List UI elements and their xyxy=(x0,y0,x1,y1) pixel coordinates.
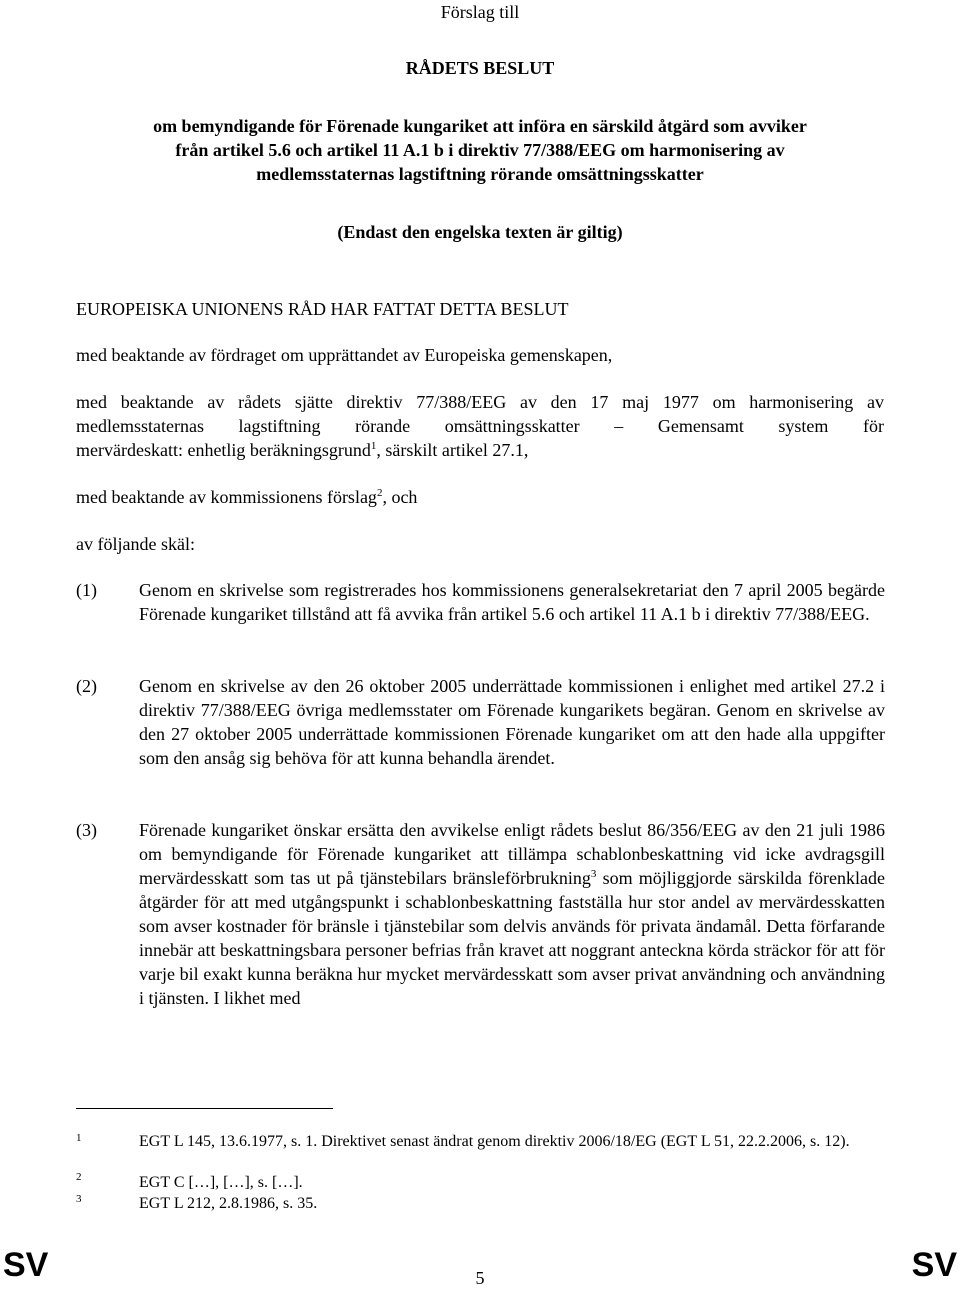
recital-text: Genom en skrivelse som registrerades hos kommissionens generalsekretariat den 7 april 2005 begärde Förenade kungariket tillstånd att få avvika från artikel 5.6 och artikel 11 A.1 b i direktiv 77/388/EEG. xyxy=(139,580,885,624)
recital-text: Genom en skrivelse av den 26 oktober 2005 underrättade kommissionen i enlighet med artikel 27.2 i direktiv 77/388/EEG övriga medlemsstater om Förenade kungarikets begäran. Genom en skrivelse av den 27 oktober 2005 underrättade kommissionen Förenade kungariket om att den hade alla uppgifter som den ansåg sig behöva för att kunna behandla ärendet. xyxy=(139,676,885,768)
subject-line-3: medlemsstaternas lagstiftning rörande omsättningsskatter xyxy=(256,164,704,184)
document-type-title: RÅDETS BESLUT xyxy=(405,58,555,78)
citation-treaty: med beaktande av fördraget om upprättandet av Europeiska gemenskapen, xyxy=(76,345,613,365)
footnote-number: 3 xyxy=(76,1193,82,1205)
citation-proposal-tail: , och xyxy=(382,487,418,507)
footnote-ref-2[interactable]: 2 xyxy=(376,487,383,499)
whereas-heading: av följande skäl: xyxy=(76,534,195,554)
footnote-ref-1[interactable]: 1 xyxy=(370,440,377,452)
recital-text-part-a: Förenade kungariket önskar ersätta den avvikelse enligt rådets beslut 86/356/EEG av den 21 juli 1986 om bemyndigande för Förenade kungariket att tillämpa schablonbeskattning vid icke avdragsgill mervärdesskatt som tas ut på tjänstebilars bränsleförbrukning xyxy=(139,820,885,888)
citation-directive-article: , särskilt artikel 27.1, xyxy=(376,440,529,460)
language-code-right: SV xyxy=(911,1246,957,1284)
citation-directive-text: mervärdeskatt: enhetlig beräkningsgrund xyxy=(76,440,371,460)
language-code-left: SV xyxy=(3,1246,49,1284)
recital-text-part-b: som möjliggjorde särskilda förenklade åtgärder för att med utgångspunkt i schablonbeskattning fastställa hur stor andel av mervärdesskatten som avser kostnader för bränsle i tjänstebilar som delvis används för privata ändamål. Detta förfarande innebär att beskattningsbara personer befrias från kravet att noggrant anteckna körda sträckor för att för varje bil exakt kunna beräkna hur mycket mervärdesskatt som avser privat användning och användning i tjänsten. I likhet med xyxy=(139,868,886,1008)
footnote-separator xyxy=(76,1108,333,1109)
footnote-number: 1 xyxy=(76,1132,82,1144)
footnote-text: EGT C […], […], s. […]. xyxy=(139,1174,303,1191)
subject-line-1: om bemyndigande för Förenade kungariket att införa en särskild åtgärd som avviker xyxy=(153,116,807,136)
footnote-text: EGT L 145, 13.6.1977, s. 1. Direktivet senast ändrat genom direktiv 2006/18/EG (EGT L 51, 22.2.2006, s. 12). xyxy=(139,1133,850,1150)
footnote-text: EGT L 212, 2.8.1986, s. 35. xyxy=(139,1195,318,1212)
citation-directive-line-3 xyxy=(76,438,884,462)
citation-directive-line-1: med beaktande av rådets sjätte direktiv 77/388/EEG av den 17 maj 1977 om harmonisering av xyxy=(76,392,884,412)
recital-text xyxy=(139,818,885,1010)
enacting-formula: EUROPEISKA UNIONENS RÅD HAR FATTAT DETTA BESLUT xyxy=(76,299,569,319)
page-number: 5 xyxy=(475,1268,485,1288)
subject-line-2: från artikel 5.6 och artikel 11 A.1 b i direktiv 77/388/EEG om harmonisering av xyxy=(175,140,785,160)
footnote-number: 2 xyxy=(76,1171,82,1183)
language-note: (Endast den engelska texten är giltig) xyxy=(337,222,623,242)
citation-directive-line-2: medlemsstaternas lagstiftning rörande omsättningsskatter – Gemensamt system för xyxy=(76,416,884,436)
recital-number: (1) xyxy=(76,580,97,600)
proposal-label: Förslag till xyxy=(440,2,520,22)
citation-proposal-text: med beaktande av kommissionens förslag xyxy=(76,487,377,507)
recital-number: (3) xyxy=(76,820,97,840)
footnote-ref-3[interactable]: 3 xyxy=(590,868,597,880)
recital-number: (2) xyxy=(76,676,97,696)
citation-proposal xyxy=(76,485,417,509)
citation-directive xyxy=(76,390,884,462)
